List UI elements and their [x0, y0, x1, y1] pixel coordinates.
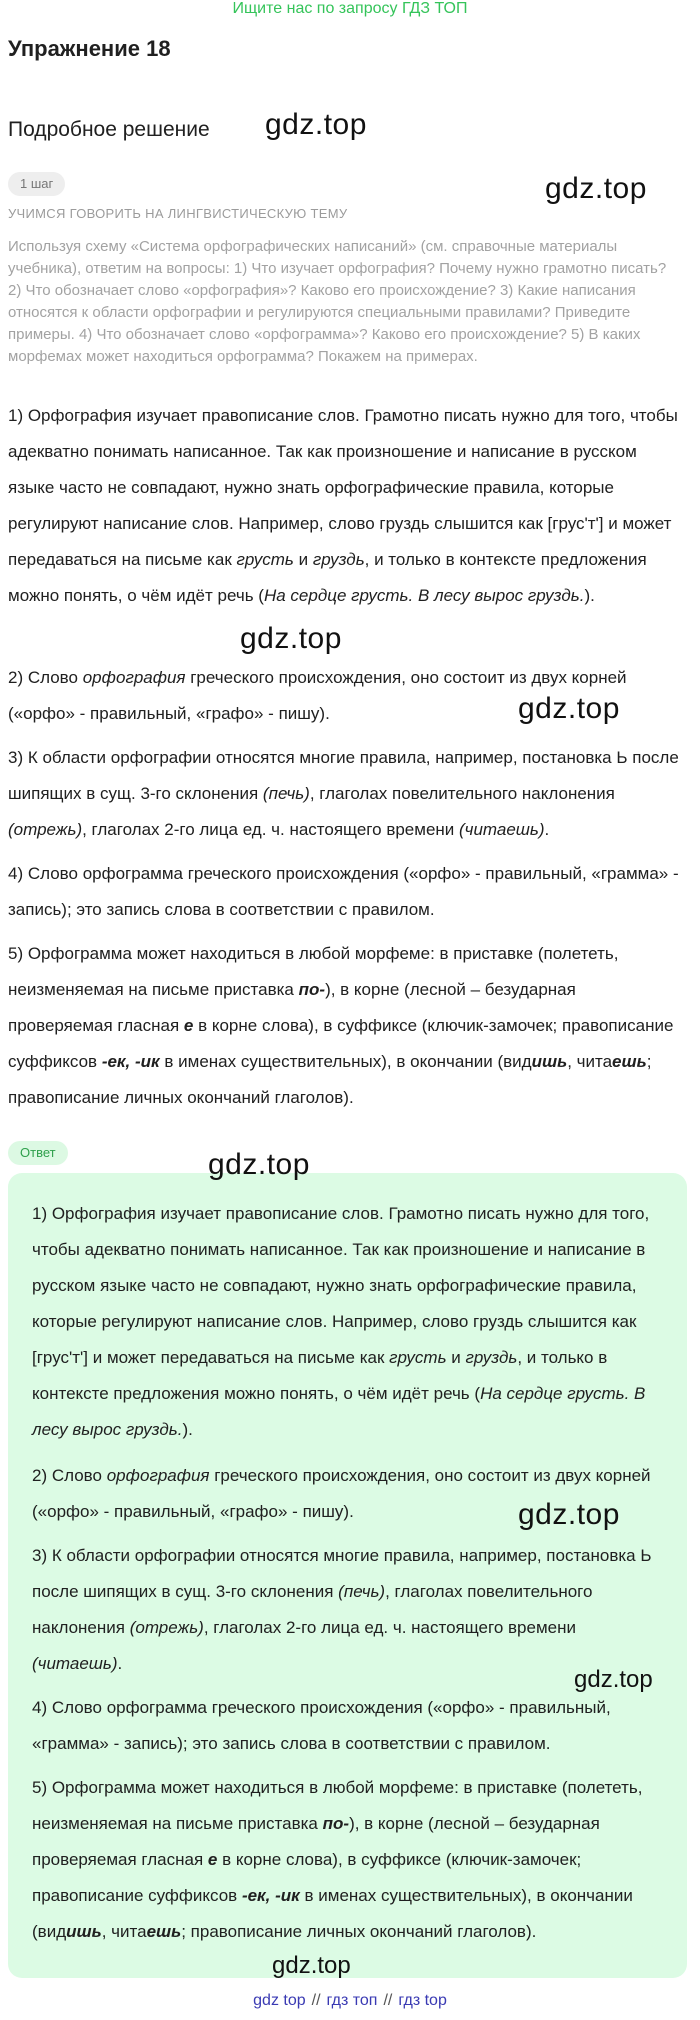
answer-paragraph-4: 4) Слово орфограмма греческого происхождения («орфо» - правильный, «грамма» - запись); это запись слова в соответствии с правилом. [32, 1698, 611, 1753]
footer-link-gdz-top[interactable]: gdz top [253, 1992, 306, 2009]
footer-link-gdz-top-ru[interactable]: гдз топ [326, 1992, 378, 2009]
answer-paragraph-2: 2) Слово орфография греческого происхождения, оно состоит из двух корней («орфо» - правильный, «графо» - пишу). [32, 1466, 651, 1521]
watermark: gdz.top [574, 1666, 653, 1693]
solution-paragraph-3: 3) К области орфографии относятся многие правила, например, постановка Ь после шипящих в сущ. 3-го склонения (печь), глаголах повелительного наклонения (отрежь), глаголах 2-го лица ед. ч. настоящего времени (читаешь). [8, 748, 679, 839]
solution-paragraph-5: 5) Орфограмма может находиться в любой морфеме: в приставке (полететь, неизменяемая на письме приставка по-), в корне (лесной – безударная проверяемая гласная е в корне слова), в суффиксе (ключик-замочек; правописание суффиксов -ек, -ик в именах существительных), в окончании (видишь, читаешь; правописание личных окончаний глаголов). [8, 944, 674, 1107]
task-title: УЧИМСЯ ГОВОРИТЬ НА ЛИНГВИСТИЧЕСКУЮ ТЕМУ [8, 206, 348, 221]
watermark: gdz.top [545, 172, 647, 205]
task-text: Используя схему «Система орфографических написаний» (см. справочные материалы учебника), ответим на вопросы: 1) Что изучает орфография? Почему нужно грамотно писать? 2) Что обозначает слово «орфография»? Каково его происхождение? 3) Какие написания относятся к области орфографии и регулируются специальными правилами? Приведите примеры. 4) Что обозначает слово «орфограмма»? Каково его происхождение? 5) В каких морфемах может находиться орфограмма? Покажем на примерах. [8, 238, 667, 365]
answer-paragraph-1: 1) Орфография изучает правописание слов. Грамотно писать нужно для того, чтобы адекватно понимать написанное. Так как произношение и написание в русском языке часто не совпадают, нужно знать орфографические правила, которые регулируют написание слов. Например, слово груздь слышится как [грус'т'] и может передаваться на письме как грусть и груздь, и только в контексте предложения можно понять, о чём идёт речь (На сердце грусть. В лесу вырос груздь.). [32, 1204, 650, 1439]
answer-badge: Ответ [8, 1141, 68, 1165]
watermark: gdz.top [518, 1498, 620, 1531]
watermark: gdz.top [208, 1148, 310, 1181]
step-badge: 1 шаг [8, 172, 65, 196]
watermark: gdz.top [272, 1952, 351, 1979]
watermark: gdz.top [265, 108, 367, 141]
solution-paragraph-4: 4) Слово орфограмма греческого происхождения («орфо» - правильный, «грамма» - запись); это запись слова в соответствии с правилом. [8, 864, 679, 919]
footer-link-gdz-top-mixed[interactable]: гдз top [398, 1992, 447, 2009]
search-banner: Ищите нас по запросу ГДЗ ТОП [232, 0, 468, 17]
solution-paragraph-1: 1) Орфография изучает правописание слов. Грамотно писать нужно для того, чтобы адекватно понимать написанное. Так как произношение и написание в русском языке часто не совпадают, нужно знать орфографические правила, которые регулируют написание слов. Например, слово груздь слышится как [грус'т'] и может передаваться на письме как грусть и груздь, и только в контексте предложения можно понять, о чём идёт речь (На сердце грусть. В лесу вырос груздь.). [8, 406, 678, 605]
section-title: Подробное решение [8, 118, 210, 141]
answer-paragraph-5: 5) Орфограмма может находиться в любой морфеме: в приставке (полететь, неизменяемая на письме приставка по-), в корне (лесной – безударная проверяемая гласная е в корне слова), в суффиксе (ключик-замочек; правописание суффиксов -ек, -ик в именах существительных), в окончании (видишь, читаешь; правописание личных окончаний глаголов). [32, 1778, 643, 1941]
footer-separator: // [383, 1992, 393, 2009]
watermark: gdz.top [240, 622, 342, 655]
footer-separator: // [311, 1992, 321, 2009]
solution-paragraph-2: 2) Слово орфография греческого происхождения, оно состоит из двух корней («орфо» - правильный, «графо» - пишу). [8, 668, 627, 723]
answer-paragraph-3: 3) К области орфографии относятся многие правила, например, постановка Ь после шипящих в сущ. 3-го склонения (печь), глаголах повелительного наклонения (отрежь), глаголах 2-го лица ед. ч. настоящего времени (читаешь). [32, 1546, 652, 1673]
watermark: gdz.top [518, 692, 620, 725]
footer-links [0, 1992, 700, 2010]
page-title: Упражнение 18 [8, 36, 171, 61]
